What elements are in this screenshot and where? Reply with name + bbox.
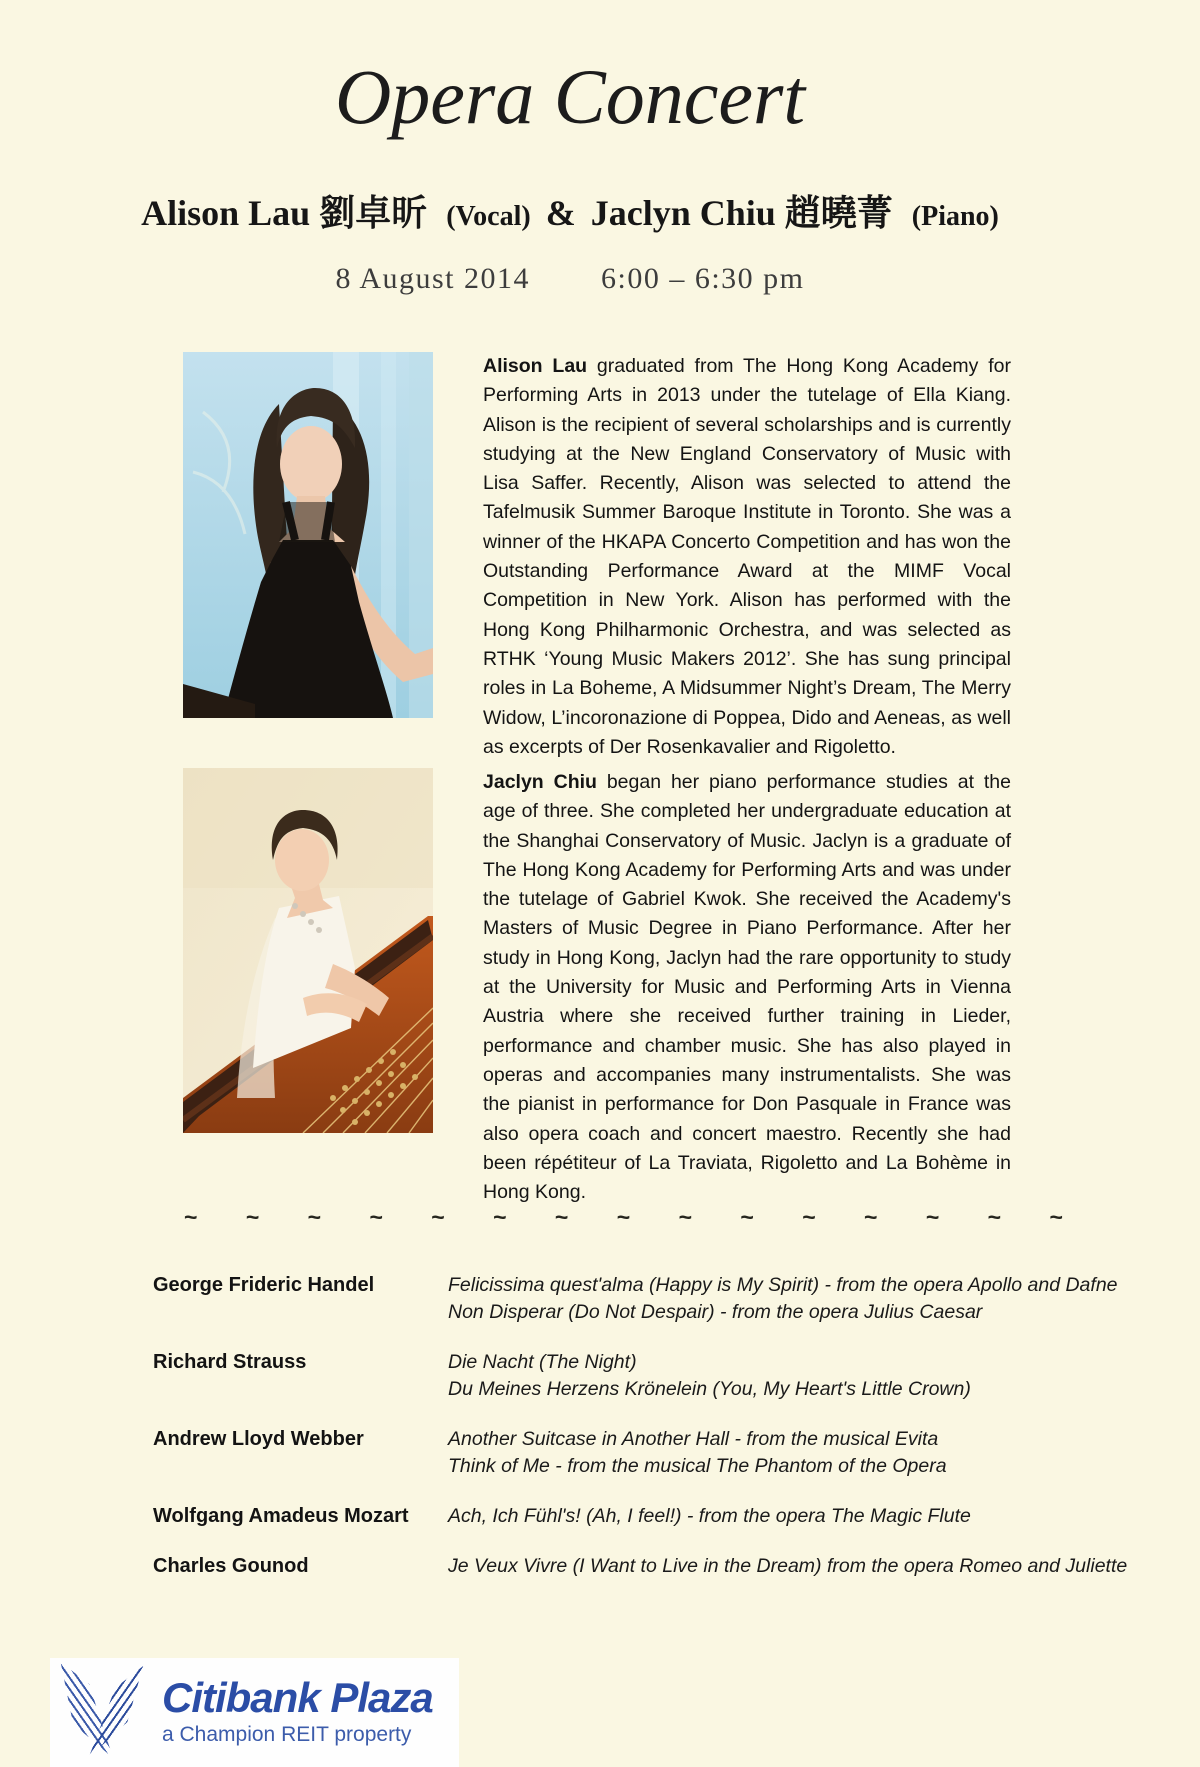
piece-list bbox=[448, 1553, 1193, 1580]
piece-list bbox=[448, 1426, 1193, 1480]
piece-list bbox=[448, 1503, 1193, 1530]
program-list bbox=[153, 1272, 1193, 1603]
piece-title: Think of Me - from the musical The Phantom of the Opera bbox=[448, 1455, 947, 1477]
performer1-name: Alison Lau 劉卓昕 bbox=[141, 193, 428, 233]
performer2-name: Jaclyn Chiu 趙曉菁 bbox=[590, 193, 893, 233]
alison-bio-text: Alison Lau graduated from The Hong Kong Academy for Performing Arts in 2013 under the tutelage of Ella Kiang. Alison is the recipient of several scholarships and is currently studying at the New England Conservatory of Music with Lisa Saffer. Recently, Alison was selected to attend the Tafelmusik Summer Baroque Institute in Toronto. She was a winner of the HKAPA Concerto Competition and has won the Outstanding Performance Award at the MIMF Vocal Competition in New York. Alison has performed with the Hong Kong Philharmonic Orchestra, and was selected as RTHK ‘Young Music Makers 2012’. She has sung principal roles in La Boheme, A Midsummer Night’s Dream, The Merry Widow, L’incoronazione di Poppea, Dido and Aeneas, as well as excerpts of Der Rosenkavalier and Rigoletto. bbox=[483, 355, 1012, 758]
logo-text-block bbox=[162, 1676, 433, 1747]
piece-title: Die Nacht (The Night) bbox=[448, 1351, 637, 1373]
jaclyn-name: Jaclyn Chiu bbox=[483, 771, 597, 793]
jaclyn-photo bbox=[183, 768, 433, 1133]
program-row-mozart bbox=[153, 1503, 1193, 1530]
event-time: 6:00 – 6:30 pm bbox=[601, 262, 805, 295]
event-date: 8 August 2014 bbox=[335, 262, 530, 295]
event-datetime bbox=[0, 262, 1140, 296]
composer-name: Charles Gounod bbox=[153, 1555, 309, 1577]
program-row-gounod bbox=[153, 1553, 1193, 1580]
performer1-role: (Vocal) bbox=[446, 201, 531, 232]
program-row-handel bbox=[153, 1272, 1193, 1326]
composer-name: Andrew Lloyd Webber bbox=[153, 1428, 364, 1450]
performer2-role: (Piano) bbox=[911, 201, 999, 232]
composer-name: Richard Strauss bbox=[153, 1351, 307, 1373]
alison-photo bbox=[183, 352, 433, 718]
composer-name: George Frideric Handel bbox=[153, 1274, 375, 1296]
tilde-separator: ~ ~ ~ ~ ~ ~ ~ ~ ~ ~ ~ ~ ~ ~ ~ bbox=[184, 1204, 1063, 1230]
ampersand: & bbox=[545, 193, 576, 233]
page-title: Opera Concert bbox=[334, 53, 806, 140]
piece-title: Non Disperar (Do Not Despair) - from the opera Julius Caesar bbox=[448, 1301, 983, 1323]
piece-title: Felicissima quest'alma (Happy is My Spirit) - from the opera Apollo and Dafne bbox=[448, 1274, 1118, 1296]
program-row-strauss bbox=[153, 1349, 1193, 1403]
composer-name: Wolfgang Amadeus Mozart bbox=[153, 1505, 409, 1527]
performers-line bbox=[0, 192, 1140, 235]
jaclyn-bio-section bbox=[183, 768, 1011, 1207]
logo-name: Citibank Plaza bbox=[162, 1674, 433, 1722]
piece-title: Ach, Ich Fühl's! (Ah, I feel!) - from the opera The Magic Flute bbox=[448, 1505, 971, 1527]
piece-title: Another Suitcase in Another Hall - from the musical Evita bbox=[448, 1428, 939, 1450]
citibank-plaza-logo-icon bbox=[56, 1662, 148, 1762]
program-row-webber bbox=[153, 1426, 1193, 1480]
citibank-plaza-logo bbox=[50, 1658, 459, 1767]
piece-title: Du Meines Herzens Krönelein (You, My Heart's Little Crown) bbox=[448, 1378, 971, 1400]
alison-bio-section bbox=[183, 352, 1011, 762]
piece-list bbox=[448, 1349, 1193, 1403]
logo-tagline: a Champion REIT property bbox=[162, 1723, 412, 1747]
alison-name: Alison Lau bbox=[483, 355, 588, 377]
piece-list bbox=[448, 1272, 1193, 1326]
jaclyn-bio-text: Jaclyn Chiu began her piano performance studies at the age of three. She completed her undergraduate education at the Shanghai Conservatory of Music. Jaclyn is a graduate of The Hong Kong Academy for Performing Arts and was under the tutelage of Gabriel Kwok. She received the Academy's Masters of Music Degree in Piano Performance. After her study in Hong Kong, Jaclyn had the rare opportunity to study at the University for Music and Performing Arts in Vienna Austria where she received further training in Lieder, performance and chamber music. She has also played in operas and accompanies many instrumentalists. She was the pianist in performance for Don Pasquale in France was also opera coach and concert maestro. Recently she had been répétiteur of La Traviata, Rigoletto and La Bohème in Hong Kong. bbox=[483, 771, 1011, 1204]
logo-left-wing bbox=[56, 1662, 113, 1762]
piece-title: Je Veux Vivre (I Want to Live in the Dream) from the opera Romeo and Juliette bbox=[448, 1555, 1128, 1577]
